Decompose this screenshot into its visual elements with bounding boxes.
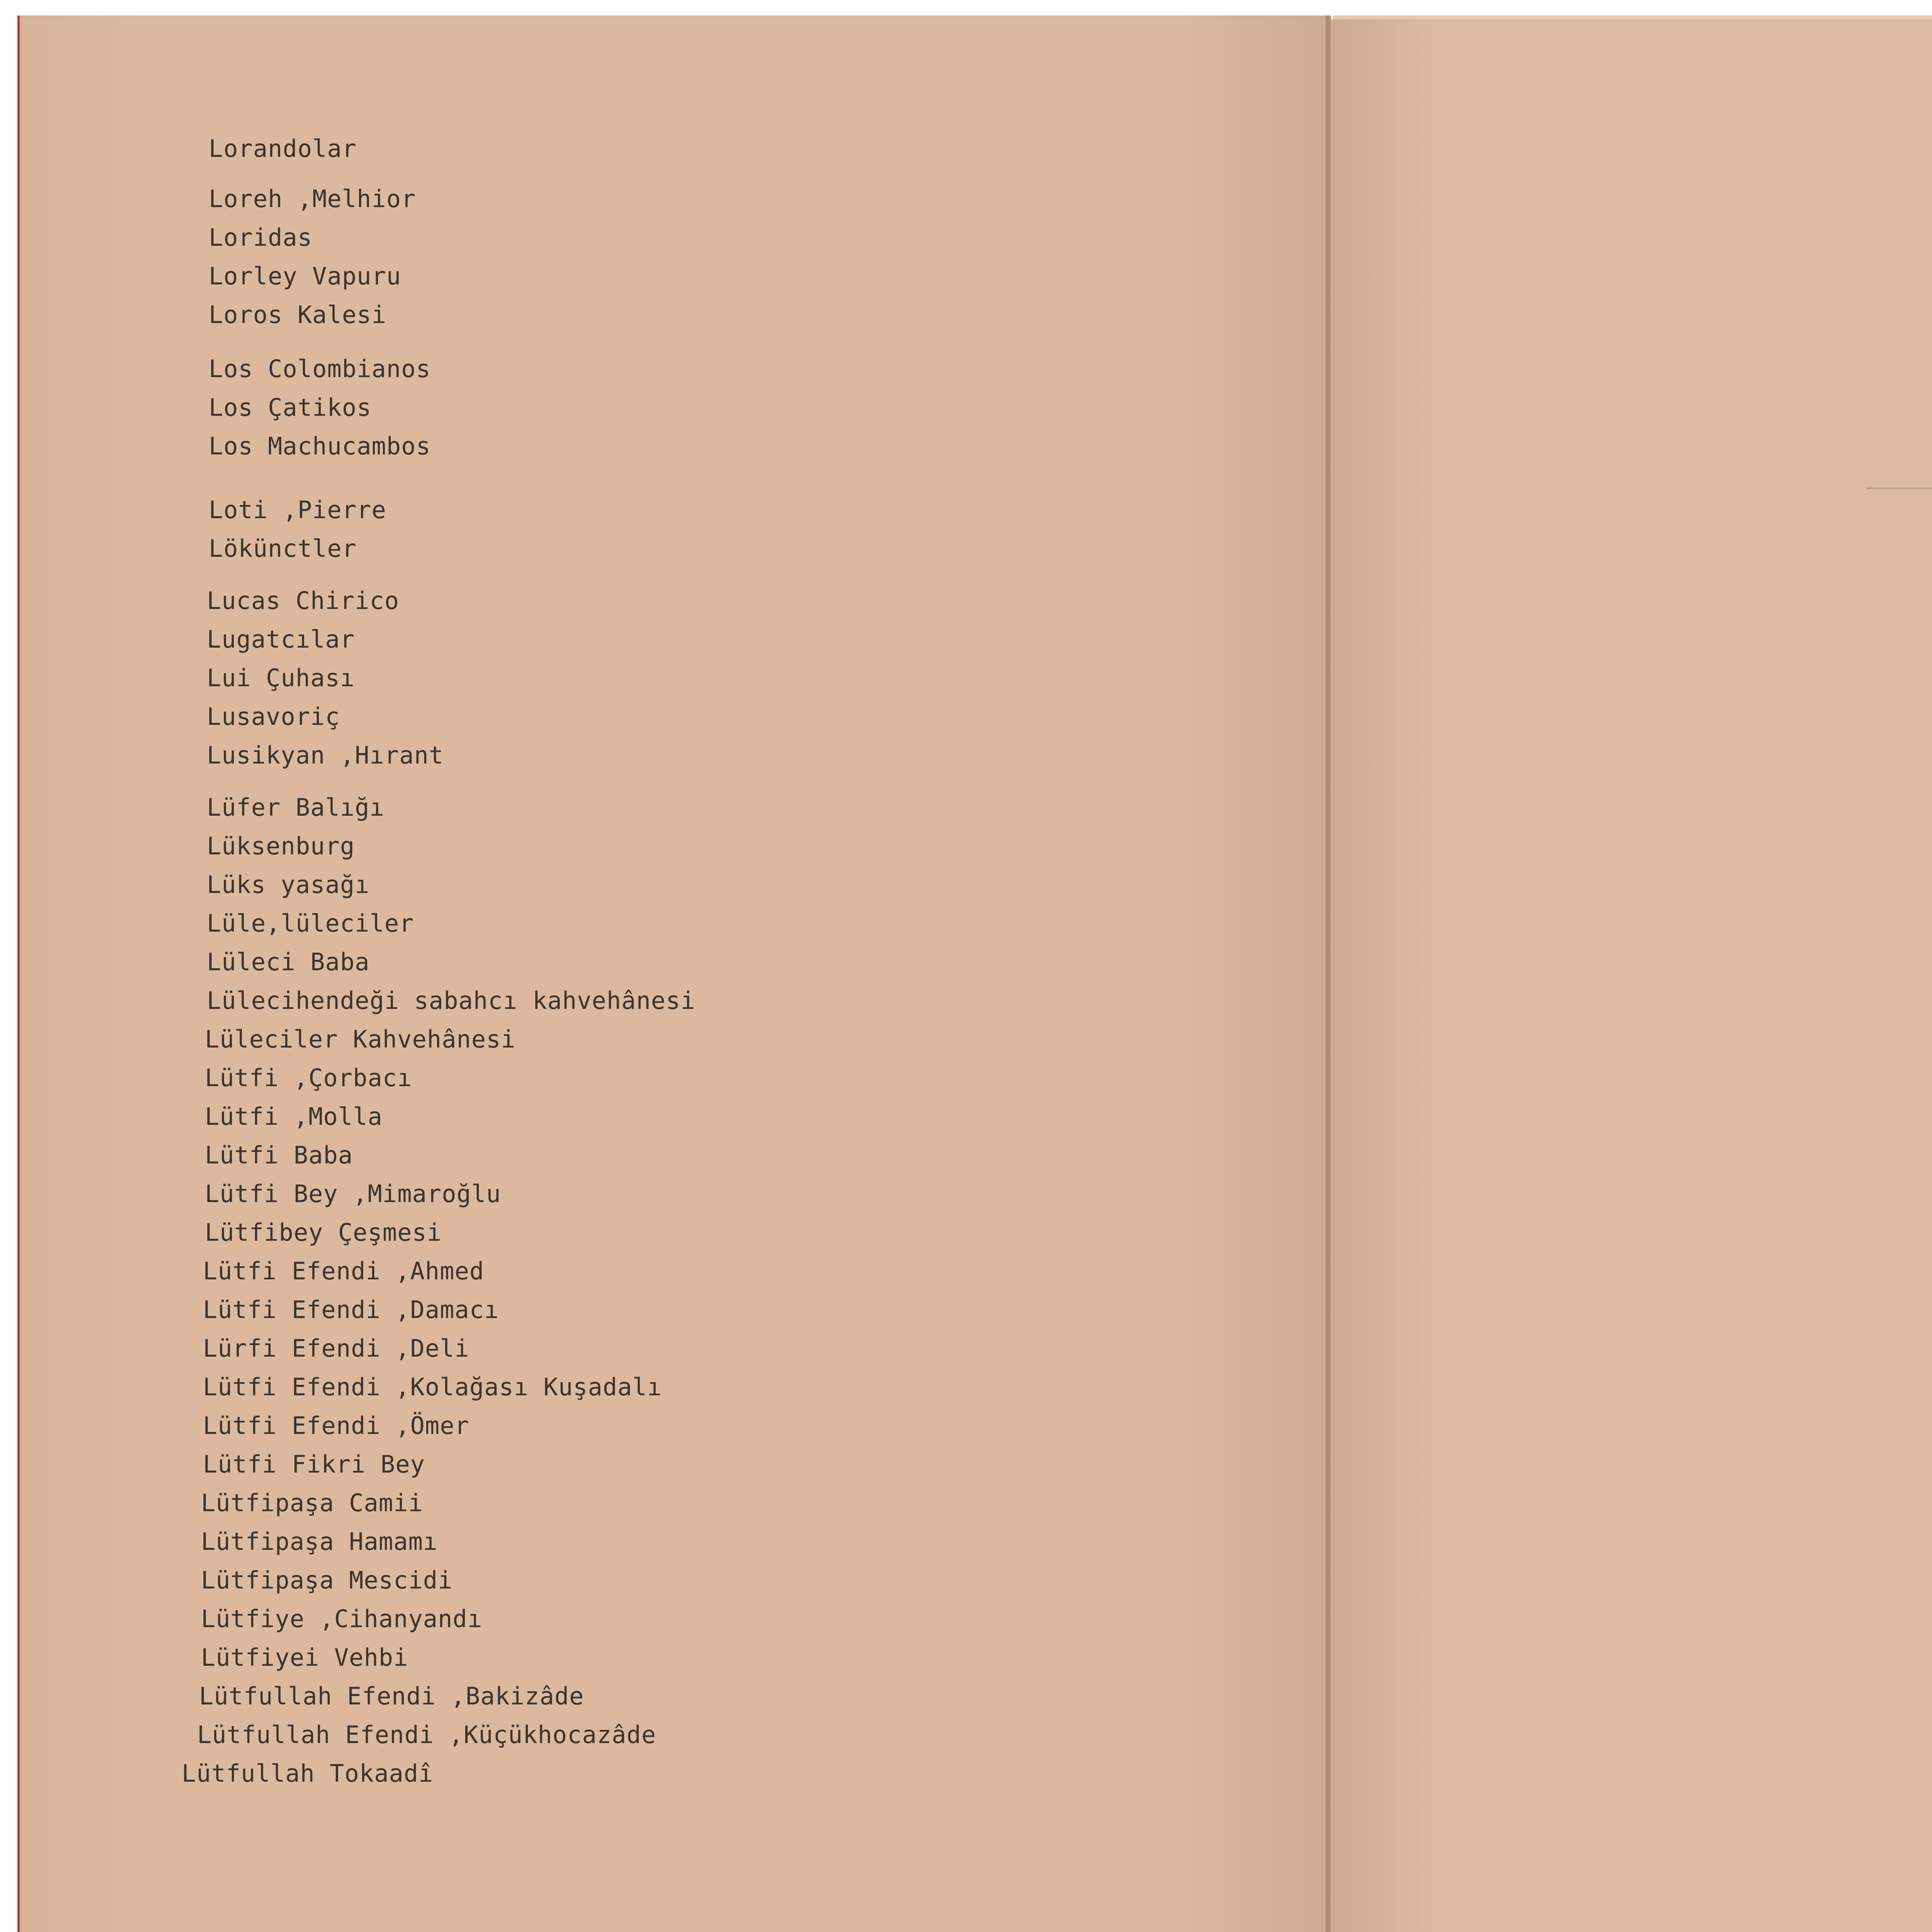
index-entry: Lülecihendeği sabahcı kahvehânesi [207,986,696,1015]
index-entry: Loreh ,Melhior [209,185,416,213]
index-entry: Loros Kalesi [209,301,386,329]
index-entry: Lütfi ,Çorbacı [205,1064,412,1092]
index-entry: Lütfipaşa Hamamı [201,1527,438,1556]
index-entry: Lüfer Balığı [207,793,384,821]
index-entry: Lüks yasağı [207,871,370,899]
index-entry: Los Colombianos [209,355,431,383]
index-entry: Lürfi Efendi ,Deli [203,1334,469,1362]
index-entry: Lorley Vapuru [209,262,401,290]
index-entry: Loti ,Pierre [209,496,386,524]
index-entry: Lütfi ,Molla [205,1102,383,1131]
index-entry: Lütfipaşa Camii [201,1489,423,1517]
index-entry: Lütfibey Çeşmesi [205,1218,442,1247]
index-entry: Lütfi Efendi ,Kolağası Kuşadalı [203,1373,662,1401]
index-entry: Lorandolar [209,134,357,163]
index-entry: Lüleci Baba [207,948,370,976]
index-entry: Lütfiye ,Cihanyandı [201,1605,483,1633]
index-entry: Lusikyan ,Hırant [207,741,444,769]
index-entry: Lütfi Efendi ,Damacı [203,1296,499,1324]
index-entry: Lütfi Fikri Bey [203,1450,425,1478]
index-entry: Lütfullah Tokaadî [182,1759,434,1787]
index-entry: Lütfiyei Vehbi [201,1643,408,1672]
faded-rule-line [1866,488,1932,489]
index-entry: Lütfi Efendi ,Ömer [203,1412,469,1440]
index-entry: Lütfullah Efendi ,Bakizâde [199,1682,584,1710]
index-entry: Lucas Chirico [207,587,400,615]
index-entry: Lütfi Efendi ,Ahmed [203,1257,485,1285]
index-entry: Los Çatikos [209,393,372,422]
index-entry: Lüleciler Kahvehânesi [205,1025,516,1053]
index-entry: Lökünctler [209,534,357,563]
index-entry: Lusavoriç [207,702,340,731]
index-entry: Loridas [209,223,313,252]
right-page [1329,19,1932,1932]
index-entry: Lütfullah Efendi ,Küçükhocazâde [197,1721,656,1749]
index-entry: Lüksenburg [207,832,355,860]
index-entry: Lütfi Bey ,Mimaroğlu [205,1180,501,1208]
index-entry: Los Machucambos [209,432,431,460]
index-entry: Lütfi Baba [205,1141,353,1169]
index-entry: Lüle,lüleciler [207,909,414,937]
index-entry: Lütfipaşa Mescidi [201,1566,453,1594]
index-entry: Lui Çuhası [207,664,355,692]
page-gutter [1325,15,1331,1932]
index-entry: Lugatcılar [207,625,355,653]
